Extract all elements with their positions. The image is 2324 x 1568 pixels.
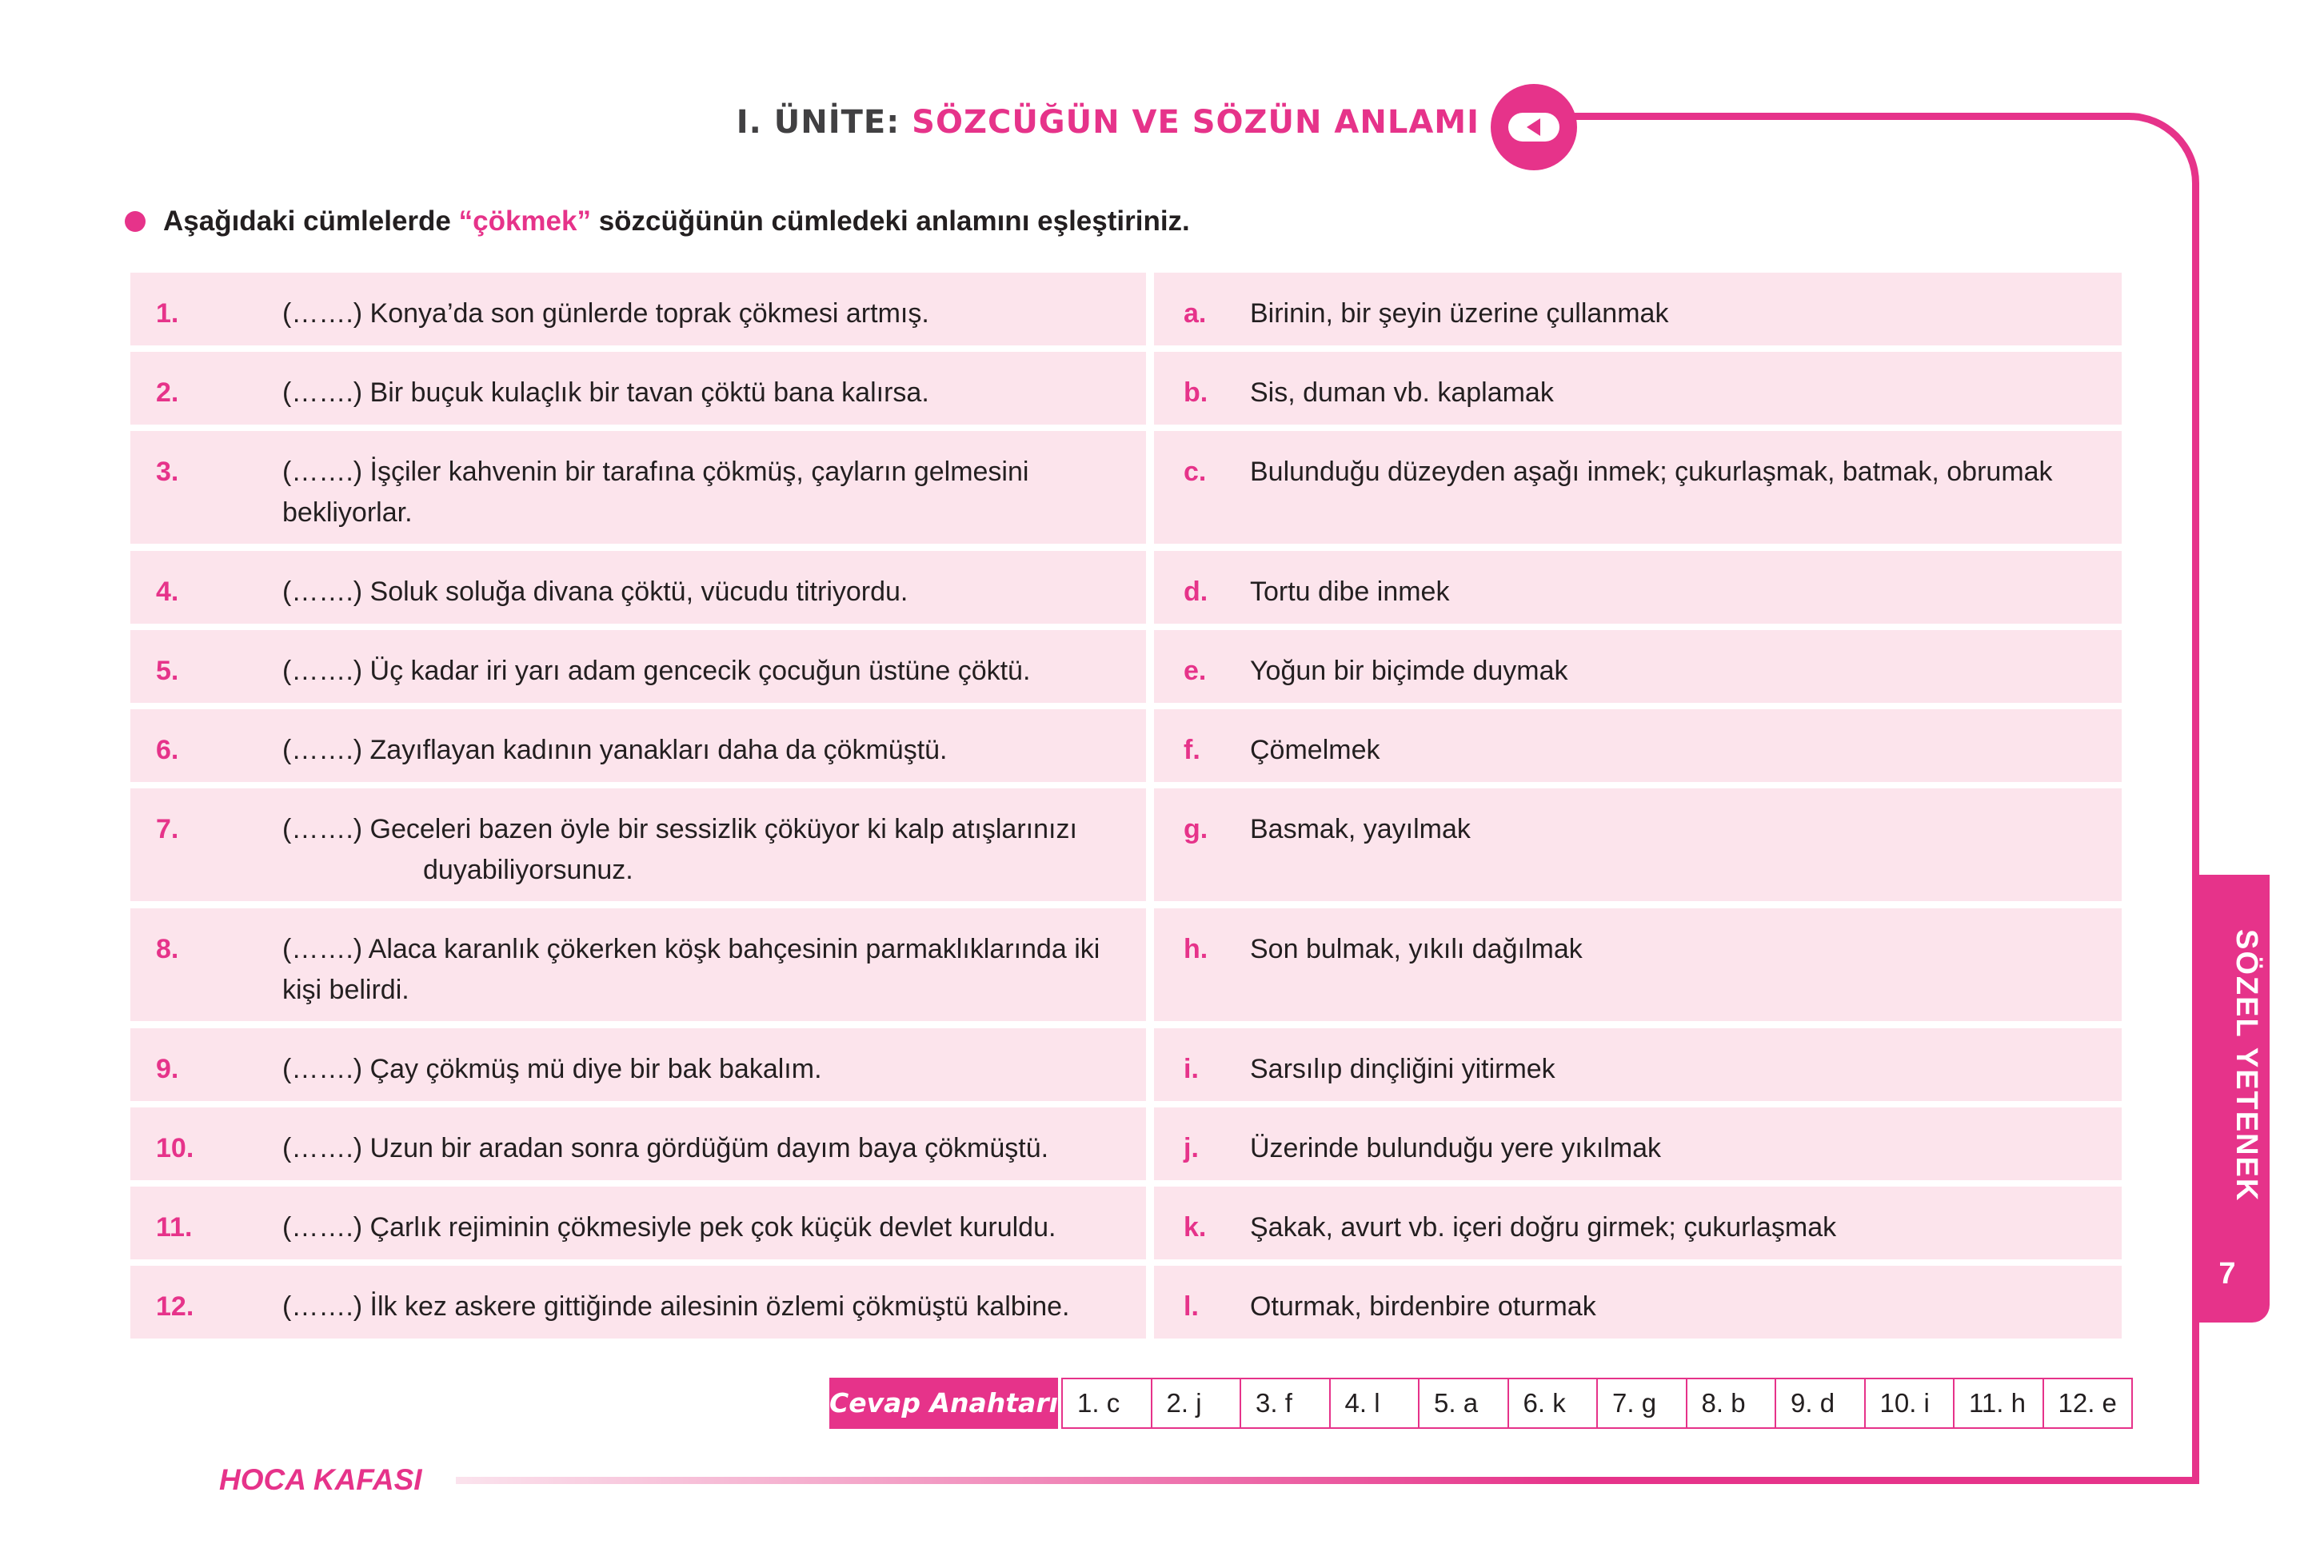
answer-key-cell: 2. j <box>1152 1379 1242 1427</box>
sentence-number: 4. <box>156 577 179 607</box>
sentence-text: (…….) Soluk soluğa divana çöktü, vücudu titriyordu. <box>282 577 908 607</box>
triangle-left-icon <box>1523 116 1545 138</box>
meaning-letter: f. <box>1184 735 1200 765</box>
answer-key-cell: 11. h <box>1955 1379 2044 1427</box>
sentence-row <box>130 630 1146 703</box>
sentence-number: 1. <box>156 298 179 329</box>
meaning-text: Bulunduğu düzeyden aşağı inmek; çukurlaşmak, batmak, obrumak <box>1250 457 2053 487</box>
footer-brand: HOCA KAFASI <box>219 1463 422 1496</box>
meaning-row <box>1154 551 2122 624</box>
meaning-text: Sis, duman vb. kaplamak <box>1250 377 1554 408</box>
meaning-text: Son bulmak, yıkılı dağılmak <box>1250 934 1583 964</box>
section-tab[interactable] <box>2199 875 2270 1323</box>
meaning-letter: j. <box>1184 1133 1199 1163</box>
meaning-row <box>1154 1187 2122 1259</box>
sentence-number: 6. <box>156 735 179 765</box>
sentence-row <box>130 908 1146 1021</box>
meaning-row <box>1154 1266 2122 1339</box>
sentence-text: (…….) Çay çökmüş mü diye bir bak bakalım. <box>282 1054 822 1084</box>
page-number: 7 <box>2218 1257 2236 1291</box>
meaning-row <box>1154 273 2122 345</box>
meaning-text: Üzerinde bulunduğu yere yıkılmak <box>1250 1133 1662 1163</box>
sentence-text: (…….) İşçiler kahvenin bir tarafına çökmüş, çayların gelmesini <box>282 457 1029 487</box>
meaning-letter: l. <box>1184 1291 1199 1322</box>
instruction <box>163 205 1190 237</box>
sentence-row <box>130 709 1146 782</box>
unit-title-suffix: SÖZCÜĞÜN VE SÖZÜN ANLAMI <box>912 104 1479 141</box>
meaning-letter: b. <box>1184 377 1208 408</box>
meaning-text: Sarsılıp dinçliğini yitirmek <box>1250 1054 1555 1084</box>
meaning-letter: g. <box>1184 814 1208 844</box>
sentence-row <box>130 352 1146 425</box>
sentence-number: 11. <box>156 1212 193 1243</box>
sentence-row <box>130 1028 1146 1101</box>
meaning-text: Basmak, yayılmak <box>1250 814 1471 844</box>
meaning-row <box>1154 630 2122 703</box>
sentence-number: 8. <box>156 934 179 964</box>
sentence-number: 10. <box>156 1133 194 1163</box>
sentence-number: 2. <box>156 377 179 408</box>
meaning-row <box>1154 908 2122 1021</box>
meaning-text: Oturmak, birdenbire oturmak <box>1250 1291 1596 1322</box>
instruction-after: sözcüğünün cümledeki anlamını eşleştiriniz. <box>590 205 1190 237</box>
section-tab-label: SÖZEL YETENEK <box>2230 929 2263 1203</box>
sentence-number: 12. <box>156 1291 194 1322</box>
back-button-pill <box>1508 113 1559 142</box>
sentence-number: 7. <box>156 814 179 844</box>
sentence-number: 5. <box>156 656 179 686</box>
meaning-row <box>1154 431 2122 544</box>
bullet-icon <box>125 211 146 232</box>
meaning-row <box>1154 1028 2122 1101</box>
answer-key-cell: 4. l <box>1331 1379 1420 1427</box>
sentence-row <box>130 551 1146 624</box>
sentence-number: 9. <box>156 1054 179 1084</box>
meaning-row <box>1154 788 2122 901</box>
sentence-text: (…….) Zayıflayan kadının yanakları daha da çökmüştü. <box>282 735 948 765</box>
answer-key-cell: 6. k <box>1509 1379 1599 1427</box>
meaning-letter: k. <box>1184 1212 1207 1243</box>
answer-key <box>1061 1378 2133 1429</box>
meaning-row <box>1154 1107 2122 1180</box>
footer-gradient-line <box>456 1477 1575 1484</box>
sentence-text: (…….) Çarlık rejiminin çökmesiyle pek çok küçük devlet kuruldu. <box>282 1212 1056 1243</box>
sentence-row <box>130 788 1146 901</box>
meaning-text: Birinin, bir şeyin üzerine çullanmak <box>1250 298 1669 329</box>
sentence-number: 3. <box>156 457 179 487</box>
sentence-text: (…….) Üç kadar iri yarı adam gencecik çocuğun üstüne çöktü. <box>282 656 1031 686</box>
sentence-text-continued: kişi belirdi. <box>282 975 409 1005</box>
meaning-text: Çömelmek <box>1250 735 1380 765</box>
meaning-text: Şakak, avurt vb. içeri doğru girmek; çukurlaşmak <box>1250 1212 1837 1243</box>
answer-key-cell: 7. g <box>1598 1379 1687 1427</box>
unit-title <box>560 104 1479 141</box>
sentence-text: (…….) Alaca karanlık çökerken köşk bahçesinin parmaklıklarında iki <box>282 934 1100 964</box>
sentence-row <box>130 431 1146 544</box>
meaning-row <box>1154 709 2122 782</box>
answer-key-label: Cevap Anahtarı: <box>829 1378 1058 1429</box>
answer-key-cell: 8. b <box>1687 1379 1777 1427</box>
sentence-text-continued: duyabiliyorsunuz. <box>423 855 633 885</box>
sentence-text: (…….) Uzun bir aradan sonra gördüğüm dayım baya çökmüştü. <box>282 1133 1049 1163</box>
answer-key-cell: 3. f <box>1241 1379 1331 1427</box>
answer-key-cell: 1. c <box>1063 1379 1152 1427</box>
meaning-text: Yoğun bir biçimde duymak <box>1250 656 1568 686</box>
sentence-row <box>130 273 1146 345</box>
answer-key-cell: 10. i <box>1866 1379 1955 1427</box>
meaning-letter: e. <box>1184 656 1207 686</box>
meaning-letter: i. <box>1184 1054 1199 1084</box>
sentence-text: (…….) Geceleri bazen öyle bir sessizlik çöküyor ki kalp atışlarınızı <box>282 814 1077 844</box>
answer-key-cell: 5. a <box>1420 1379 1509 1427</box>
sentence-text: (…….) Konya’da son günlerde toprak çökmesi artmış. <box>282 298 929 329</box>
answer-key-cell: 12. e <box>2058 1388 2117 1418</box>
meaning-row <box>1154 352 2122 425</box>
sentence-row <box>130 1266 1146 1339</box>
meaning-letter: h. <box>1184 934 1208 964</box>
meaning-text: Tortu dibe inmek <box>1250 577 1450 607</box>
unit-title-prefix: I. ÜNİTE: <box>736 104 900 141</box>
sentence-row <box>130 1107 1146 1180</box>
sentence-text: (…….) Bir buçuk kulaçlık bir tavan çöktü bana kalırsa. <box>282 377 929 408</box>
meaning-letter: d. <box>1184 577 1208 607</box>
instruction-before: Aşağıdaki cümlelerde <box>163 205 459 237</box>
meaning-letter: c. <box>1184 457 1207 487</box>
sentence-text: (…….) İlk kez askere gittiğinde ailesinin özlemi çökmüştü kalbine. <box>282 1291 1070 1322</box>
meaning-letter: a. <box>1184 298 1207 329</box>
instruction-keyword: “çökmek” <box>458 205 591 237</box>
answer-key-cell: 9. d <box>1776 1379 1866 1427</box>
back-button[interactable] <box>1491 84 1577 170</box>
sentence-text-continued: bekliyorlar. <box>282 497 413 528</box>
sentence-row <box>130 1187 1146 1259</box>
